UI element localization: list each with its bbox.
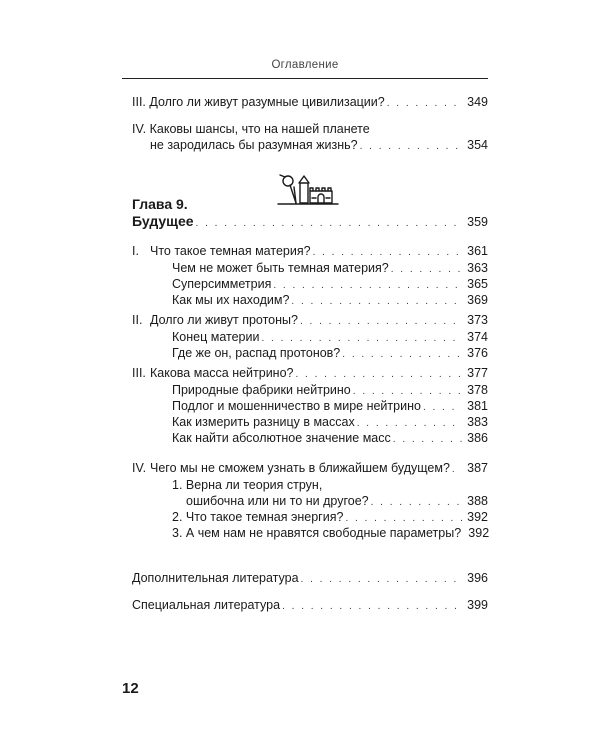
subsection-title: Где же он, распад протонов?	[172, 346, 341, 360]
toc-entry-page: 349	[467, 95, 488, 109]
subsection-entry	[172, 346, 488, 362]
subsection-page: 374	[467, 330, 488, 344]
subsection-entry	[172, 293, 488, 309]
subsection-title: Чем не может быть темная материя?	[172, 261, 389, 275]
leader-dots	[342, 347, 462, 362]
toc-entry-title: III. Долго ли живут разумные цивилизации?	[132, 95, 385, 109]
subsection-title: Суперсимметрия	[172, 277, 272, 291]
section-page: 387	[467, 461, 488, 475]
toc-entry-title-cont: не зародилась бы разумная жизнь?	[150, 138, 358, 152]
leader-dots	[291, 294, 462, 309]
subsection-page: 388	[467, 494, 488, 508]
subsection-title: Как мы их находим?	[172, 293, 290, 307]
subsection-page: 386	[467, 431, 488, 445]
leader-dots	[371, 495, 462, 510]
section-page: 361	[467, 244, 488, 258]
subsection-page: 369	[467, 293, 488, 307]
subsection-title-cont: ошибочна или ни то ни другое?	[186, 494, 369, 508]
section-entry	[150, 313, 488, 329]
page-number: 12	[122, 680, 139, 697]
leader-dots	[387, 96, 462, 111]
subsection-title: Природные фабрики нейтрино	[172, 383, 351, 397]
leader-dots	[357, 416, 462, 431]
toc-entry	[132, 95, 488, 111]
section-page: 377	[467, 366, 488, 380]
leader-dots	[301, 572, 462, 587]
leader-dots	[345, 511, 462, 526]
subsection-page: 363	[467, 261, 488, 275]
subsection-entry	[172, 415, 488, 431]
leader-dots	[393, 432, 462, 447]
section-entry	[150, 366, 488, 382]
toc-entry-title: IV. Каковы шансы, что на нашей планете	[132, 122, 370, 136]
subsection-entry	[172, 399, 488, 415]
subsection-title: 3. А чем нам не нравятся свободные параметры?	[172, 526, 462, 540]
leader-dots	[452, 462, 462, 477]
chapter-entry	[132, 214, 488, 231]
subsection-entry	[172, 431, 488, 447]
chapter-number: Глава 9.	[132, 196, 188, 212]
subsection-entry	[172, 510, 488, 526]
back-matter-page: 396	[467, 571, 488, 585]
subsection-page: 378	[467, 383, 488, 397]
section-entry	[150, 461, 488, 477]
back-matter-page: 399	[467, 598, 488, 612]
back-matter-entry	[132, 598, 488, 614]
section-entry	[150, 244, 488, 260]
section-title: Какова масса нейтрино?	[150, 366, 294, 380]
back-matter-entry	[132, 571, 488, 587]
leader-dots	[196, 216, 462, 231]
subsection-page: 383	[467, 415, 488, 429]
subsection-page: 392	[467, 510, 488, 524]
subsection-title: Как измерить разницу в массах	[172, 415, 355, 429]
leader-dots	[300, 314, 462, 329]
leader-dots	[261, 331, 462, 346]
section-number: I.	[132, 244, 139, 258]
leader-dots	[353, 384, 462, 399]
subsection-page: 381	[467, 399, 488, 413]
back-matter-title: Специальная литература	[132, 598, 281, 612]
section-title: Чего мы не сможем узнать в ближайшем будущем?	[150, 461, 450, 475]
header-rule	[122, 78, 488, 79]
section-number: II.	[132, 313, 143, 327]
running-header: Оглавление	[271, 59, 339, 71]
subsection-entry	[172, 330, 488, 346]
subsection-title: Подлог и мошенничество в мире нейтрино	[172, 399, 421, 413]
telescope-castle-icon	[276, 173, 340, 209]
leader-dots	[360, 139, 462, 154]
section-page: 373	[467, 313, 488, 327]
subsection-page: 376	[467, 346, 488, 360]
leader-dots	[423, 400, 462, 415]
toc-entry-page: 354	[467, 138, 488, 152]
leader-dots	[273, 278, 462, 293]
leader-dots	[313, 245, 462, 260]
chapter-title: Будущее	[132, 213, 194, 229]
subsection-title: 1. Верна ли теория струн,	[172, 478, 323, 492]
section-number: IV.	[132, 461, 147, 475]
subsection-title: 2. Что такое темная энергия?	[172, 510, 344, 524]
toc-entry	[150, 138, 488, 154]
subsection-entry	[172, 526, 488, 542]
back-matter-title: Дополнительная литература	[132, 571, 299, 585]
leader-dots	[282, 599, 462, 614]
subsection-title: Как найти абсолютное значение масс	[172, 431, 391, 445]
subsection-entry	[172, 383, 488, 399]
subsection-page: 365	[467, 277, 488, 291]
subsection-entry	[172, 277, 488, 293]
subsection-entry	[186, 494, 488, 510]
subsection-entry	[172, 261, 488, 277]
chapter-page: 359	[467, 215, 488, 229]
leader-dots	[296, 367, 463, 382]
leader-dots	[391, 262, 462, 277]
section-title: Долго ли живут протоны?	[150, 313, 298, 327]
subsection-title: Конец материи	[172, 330, 260, 344]
section-number: III.	[132, 366, 146, 380]
subsection-page: 392	[468, 526, 490, 540]
section-title: Что такое темная материя?	[150, 244, 311, 258]
